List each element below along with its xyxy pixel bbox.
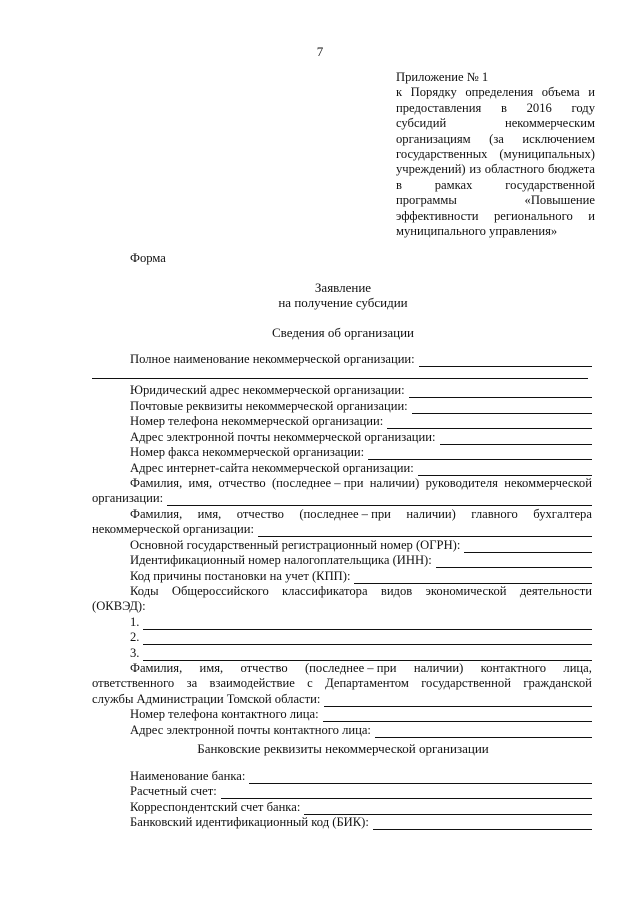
- okved-item-1: [92, 615, 592, 630]
- field-contact-phone: [92, 707, 592, 722]
- field-label: Банковский идентификационный код (БИК):: [130, 815, 369, 829]
- label-word: (последнее – при: [304, 661, 397, 675]
- label-word: имя,: [197, 507, 222, 521]
- fill-line[interactable]: [323, 710, 592, 722]
- list-number: 2.: [130, 630, 140, 644]
- label-word: (последнее – при: [299, 507, 391, 521]
- label-word: за: [186, 676, 198, 690]
- label-word: руководителя: [425, 476, 498, 490]
- field-label: службы Администрации Томской области:: [92, 692, 321, 706]
- okved-item-3: [92, 646, 592, 661]
- field-contact-line3: [92, 692, 592, 707]
- label-word: контактного: [480, 661, 547, 675]
- label-word: главного: [471, 507, 518, 521]
- fill-line[interactable]: [249, 772, 592, 784]
- label-word: Фамилия,: [130, 661, 183, 675]
- field-label: Адрес интернет-сайта некоммерческой организации:: [130, 461, 414, 475]
- field-ogrn: [92, 538, 592, 553]
- fill-line[interactable]: [409, 386, 592, 398]
- label-word: гражданской: [523, 676, 592, 690]
- field-corr-account: [92, 800, 592, 815]
- field-email: [92, 430, 592, 445]
- form-label: Форма: [130, 251, 166, 265]
- field-label: Почтовые реквизиты некоммерческой организации:: [130, 399, 408, 413]
- appendix-note: [396, 70, 595, 239]
- label-word: Коды: [130, 584, 159, 598]
- label-word: видов: [380, 584, 413, 598]
- label-word: наличии): [369, 476, 420, 490]
- field-bank-name: [92, 769, 592, 784]
- fill-line[interactable]: [419, 355, 592, 367]
- field-label: Адрес электронной почты контактного лица:: [130, 723, 371, 737]
- label-word: деятельности: [519, 584, 592, 598]
- okved-item-2: [92, 630, 592, 645]
- field-fax: [92, 445, 592, 460]
- field-label: Корреспондентский счет банка:: [130, 800, 301, 814]
- field-label: Адрес электронной почты некоммерческой организации:: [130, 430, 436, 444]
- field-okved-line2: [92, 599, 592, 614]
- fill-line[interactable]: [354, 572, 592, 584]
- field-accountant-line2: [92, 522, 592, 537]
- label-word: отчество: [240, 661, 288, 675]
- field-label: некоммерческой организации:: [92, 522, 254, 536]
- field-website: [92, 461, 592, 476]
- field-postal-details: [92, 399, 592, 414]
- fill-line[interactable]: [143, 649, 592, 661]
- label-word: бухгалтера: [533, 507, 592, 521]
- field-contact-line2: [92, 676, 592, 691]
- fill-line[interactable]: [464, 541, 592, 553]
- field-label: Полное наименование некоммерческой организации:: [130, 352, 415, 366]
- fill-line[interactable]: [368, 448, 592, 460]
- appendix-number: Приложение № 1: [396, 70, 489, 84]
- field-phone: [92, 414, 592, 429]
- section-heading-bank: Банковские реквизиты некоммерческой организации: [197, 741, 489, 756]
- field-account: [92, 784, 592, 799]
- fill-line[interactable]: [387, 417, 592, 429]
- fill-line[interactable]: [304, 803, 592, 815]
- field-kpp: [92, 569, 592, 584]
- field-head-name-line2: [92, 491, 592, 506]
- label-word: имя,: [199, 661, 224, 675]
- label-word: отчество: [236, 507, 284, 521]
- fill-line[interactable]: [375, 726, 592, 738]
- label-word: некоммерческой: [504, 476, 592, 490]
- field-legal-address: [92, 383, 592, 398]
- label-word: отчество: [218, 476, 266, 490]
- field-head-name-line1: [92, 476, 592, 491]
- label-word: с: [307, 676, 313, 690]
- field-label: (ОКВЭД):: [92, 599, 146, 613]
- label-word: Фамилия,: [130, 476, 183, 490]
- fill-line[interactable]: [436, 556, 592, 568]
- fill-line[interactable]: [373, 818, 592, 830]
- section-heading-organization: Сведения об организации: [271, 325, 415, 340]
- label-word: государственной: [421, 676, 511, 690]
- field-okved-line1: [92, 584, 592, 599]
- fill-line[interactable]: [418, 464, 592, 476]
- fill-line[interactable]: [167, 494, 592, 506]
- field-label: Идентификационный номер налогоплательщика (ИНН):: [130, 553, 432, 567]
- label-word: наличии): [406, 507, 456, 521]
- page-number: 7: [316, 44, 324, 59]
- label-word: лица,: [563, 661, 592, 675]
- label-word: имя,: [188, 476, 213, 490]
- fill-line[interactable]: [143, 618, 592, 630]
- document-title: Заявление: [314, 280, 372, 295]
- field-label: Номер телефона контактного лица:: [130, 707, 319, 721]
- label-word: классификатора: [282, 584, 368, 598]
- field-label: Юридический адрес некоммерческой организации:: [130, 383, 405, 397]
- fill-line-full-name-continued[interactable]: [92, 378, 588, 379]
- appendix-text: к Порядку определения объема и предоставления в 2016 году субсидий некоммерческим организациям (за исключением государственных (муниципальных) учреждений) из областного бюджета в рамках государственной программы «Повышение эффективности регионального и муниципального управления»: [396, 85, 595, 239]
- field-contact-line1: [92, 661, 592, 676]
- list-number: 1.: [130, 615, 140, 629]
- fill-line[interactable]: [412, 402, 592, 414]
- label-word: Фамилия,: [130, 507, 183, 521]
- field-label: Номер факса некоммерческой организации:: [130, 445, 365, 459]
- fill-line[interactable]: [143, 633, 592, 645]
- label-word: Департаментом: [325, 676, 409, 690]
- field-full-name: [92, 352, 592, 367]
- list-number: 3.: [130, 646, 140, 660]
- fill-line[interactable]: [258, 525, 592, 537]
- label-word: взаимодействие: [209, 676, 295, 690]
- field-accountant-line1: [92, 507, 592, 522]
- fill-line[interactable]: [440, 433, 593, 445]
- label-word: экономической: [425, 584, 507, 598]
- field-contact-email: [92, 723, 592, 738]
- field-label: Номер телефона некоммерческой организации:: [130, 414, 384, 428]
- fill-line[interactable]: [324, 695, 592, 707]
- field-label: организации:: [92, 491, 164, 505]
- field-label: Основной государственный регистрационный номер (ОГРН):: [130, 538, 461, 552]
- document-subtitle: на получение субсидии: [278, 295, 408, 310]
- field-inn: [92, 553, 592, 568]
- label-word: (последнее – при: [271, 476, 364, 490]
- label-word: наличии): [413, 661, 464, 675]
- fill-line[interactable]: [221, 787, 592, 799]
- field-bik: [92, 815, 592, 830]
- field-label: Код причины постановки на учет (КПП):: [130, 569, 351, 583]
- field-label: Наименование банка:: [130, 769, 246, 783]
- label-word: Общероссийского: [171, 584, 269, 598]
- field-label: Расчетный счет:: [130, 784, 217, 798]
- label-word: ответственного: [92, 676, 175, 690]
